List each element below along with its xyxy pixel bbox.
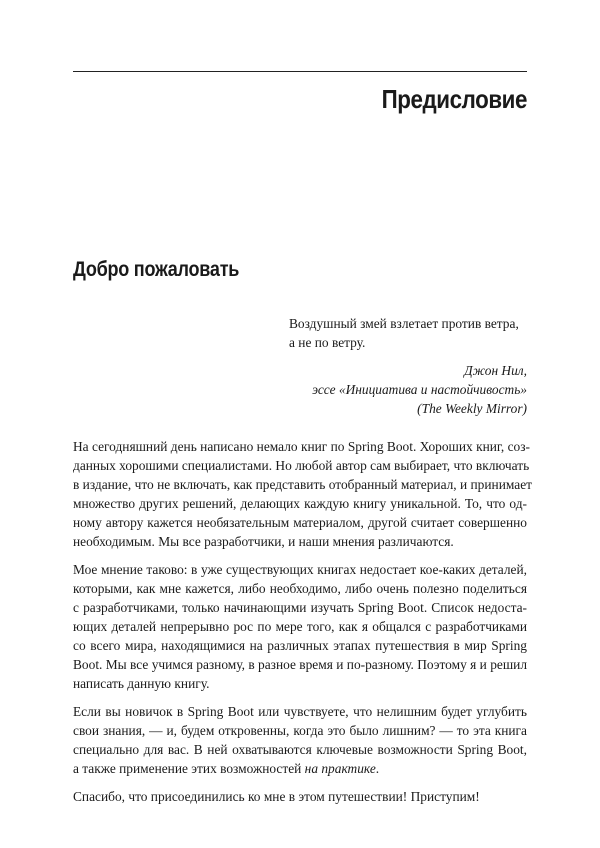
- text-line: написать данную книгу.: [73, 676, 210, 691]
- text-line: с разработчиками, только начинающими изучать Spring Boot. Список недоста-: [73, 600, 527, 615]
- text-line: необходимым. Мы все разработчики, и наши мнения различаются.: [73, 534, 454, 549]
- text-line: которыми, как мне кажется, либо необходимо, либо очень полезно поделиться: [73, 581, 527, 596]
- text-line: данных хорошими специалистами. Но любой автор сам выбирает, что включать: [73, 458, 530, 473]
- text-run: а также применение этих возможностей: [73, 761, 305, 776]
- paragraph-1: [73, 437, 533, 551]
- text-line: множество других решений, делающих каждую книгу уникальной. То, что од-: [73, 496, 527, 511]
- epigraph: [289, 314, 527, 418]
- chapter-top-rule: [73, 71, 527, 72]
- text-line: На сегодняшний день написано немало книг по Spring Boot. Хороших книг, соз-: [73, 439, 530, 454]
- text-line: со всего мира, находящимися на различных этапах путешествия в мир Spring: [73, 638, 527, 653]
- text-line: в издание, что не включать, как представить отобранный материал, и принимает: [73, 477, 533, 492]
- text-line: [73, 759, 527, 778]
- text-line: ному автору кажется необязательным материалом, другой считает совершенно: [73, 515, 527, 530]
- epigraph-publication: (The Weekly Mirror): [417, 401, 527, 416]
- paragraph-4: [73, 787, 527, 806]
- epigraph-quote: [289, 314, 527, 352]
- text-line: Boot. Мы все учимся разному, в разное время и по-разному. Поэтому я и решил: [73, 657, 527, 672]
- text-line: ющих деталей непрерывно рос по мере того, как я общался с разработчиками: [73, 619, 527, 634]
- section-title: Добро пожаловать: [73, 258, 240, 281]
- emphasis-text: на практике: [304, 761, 376, 776]
- body-text: [73, 437, 533, 815]
- text-line: Мое мнение таково: в уже существующих книгах недостает кое-каких деталей,: [73, 562, 527, 577]
- paragraph-3: [73, 702, 527, 778]
- text-line: Если вы новичок в Spring Boot или чувствуете, что нелишним будет углубить: [73, 704, 527, 719]
- text-line: специально для вас. В ней охватываются ключевые возможности Spring Boot,: [73, 742, 527, 757]
- epigraph-source: эссе «Инициатива и настойчивость»: [312, 382, 527, 397]
- text-run: .: [375, 761, 380, 776]
- epigraph-author: Джон Нил,: [464, 363, 527, 378]
- epigraph-quote-line: а не по ветру.: [289, 335, 366, 350]
- epigraph-quote-line: Воздушный змей взлетает против ветра,: [289, 316, 519, 331]
- text-line: Спасибо, что присоединились ко мне в этом путешествии! Приступим!: [73, 789, 480, 804]
- epigraph-attribution: [289, 361, 527, 418]
- paragraph-2: [73, 560, 527, 693]
- chapter-title: Предисловие: [381, 84, 527, 114]
- text-line: свои знания, — и, будем откровенны, когда это было лишним? — то эта книга: [73, 723, 527, 738]
